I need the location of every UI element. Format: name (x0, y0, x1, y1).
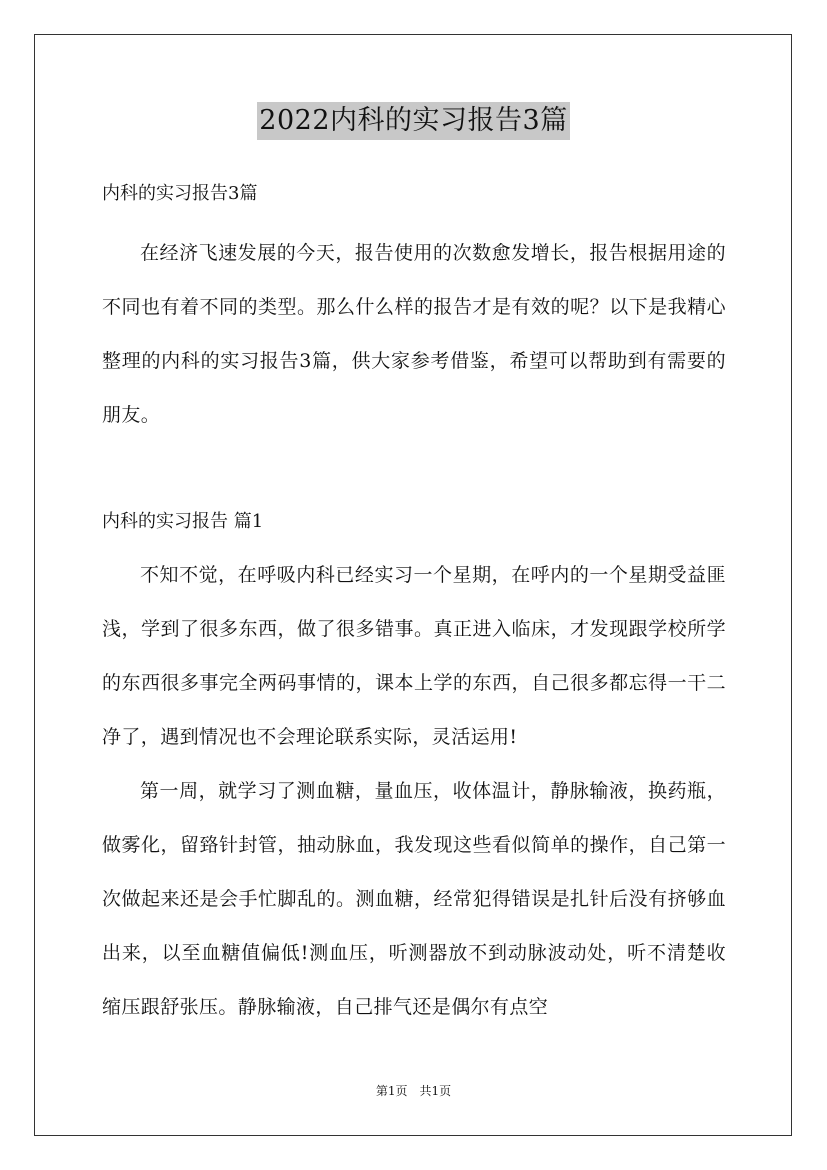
document-title: 2022内科的实习报告3篇 (257, 102, 569, 140)
section-spacer (102, 442, 726, 500)
section-paragraph: 第一周，就学习了测血糖，量血压，收体温计，静脉输液，换药瓶，做雾化，留臵针封管，抽动脉血，我发现这些看似简单的操作，自己第一次做起来还是会手忙脚乱的。测血糖，经常犯得错误是扎针后没有挤够血出来，以至血糖值偏低!测血压，听测器放不到动脉波动处，听不清楚收缩压跟舒张压。静脉输液，自己排气还是偶尔有点空 (102, 780, 726, 1018)
page-footer: 第1页 共1页 (375, 1084, 452, 1098)
document-body (102, 172, 726, 1034)
section-heading: 内科的实习报告 篇1 (102, 511, 264, 532)
section-paragraph: 不知不觉，在呼吸内科已经实习一个星期，在呼内的一个星期受益匪浅，学到了很多东西，做了很多错事。真正进入临床，才发现跟学校所学的东西很多事完全两码事情的，课本上学的东西，自己很多都忘得一干二净了，遇到情况也不会理论联系实际，灵活运用! (102, 564, 726, 748)
document-subtitle: 内科的实习报告3篇 (102, 183, 258, 204)
title-container (0, 102, 827, 140)
intro-paragraph: 在经济飞速发展的今天，报告使用的次数愈发增长，报告根据用途的不同也有着不同的类型。那么什么样的报告才是有效的呢？以下是我精心整理的内科的实习报告3篇，供大家参考借鉴，希望可以帮助到有需要的朋友。 (102, 242, 726, 426)
